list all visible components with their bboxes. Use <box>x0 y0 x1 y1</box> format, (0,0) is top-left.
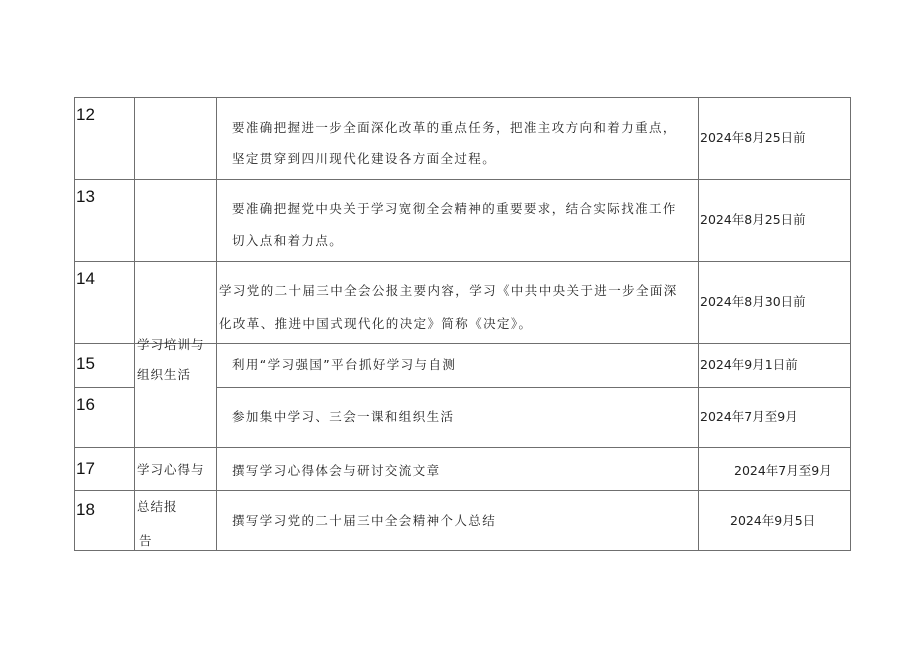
table-border-right <box>850 97 851 551</box>
column-divider <box>698 97 699 551</box>
row-number: 18 <box>76 500 95 519</box>
table-border-top <box>74 97 851 98</box>
category-report-line2: 总结报 <box>137 499 178 514</box>
task-text: 参加集中学习、三会一课和组织生活 <box>232 409 455 424</box>
column-divider <box>134 97 135 551</box>
category-training-line1: 学习培训与 <box>137 337 205 352</box>
row-number: 16 <box>76 395 95 414</box>
row-number: 15 <box>76 354 95 373</box>
row-number: 13 <box>76 187 95 206</box>
task-text: 撰写学习心得体会与研讨交流文章 <box>232 463 441 478</box>
task-text: 要准确把握党中央关于学习宽彻全会精神的重要要求，结合实际找准工作 <box>232 201 677 216</box>
deadline: 2024年8月25日前 <box>700 130 806 145</box>
task-text: 坚定贯穿到四川现代化建设各方面全过程。 <box>232 151 497 166</box>
table-border-left <box>74 97 75 551</box>
deadline: 2024年8月25日前 <box>700 212 806 227</box>
row-divider <box>74 179 851 180</box>
row-number: 17 <box>76 459 95 478</box>
row-number: 14 <box>76 269 95 288</box>
deadline: 2024年9月5日 <box>730 513 816 528</box>
task-text: 撰写学习党的二十届三中全会精神个人总结 <box>232 513 497 528</box>
row-divider <box>74 447 851 448</box>
category-report-line3: 告 <box>139 533 153 548</box>
deadline: 2024年7月至9月 <box>700 409 798 424</box>
row-divider <box>74 261 851 262</box>
task-text: 利用“学习强国”平台抓好学习与自测 <box>232 357 457 372</box>
task-text: 要准确把握进一步全面深化改革的重点任务，把准主攻方向和着力重点， <box>232 120 677 135</box>
column-divider <box>216 97 217 551</box>
deadline: 2024年8月30日前 <box>700 294 806 309</box>
category-training-line2: 组织生活 <box>137 367 192 382</box>
row-divider <box>216 387 851 388</box>
row-divider <box>74 387 134 388</box>
task-text: 化改革、推进中国式现代化的决定》简称《决定》。 <box>219 316 533 331</box>
task-text: 学习党的二十届三中全会公报主要内容，学习《中共中央关于进一步全面深 <box>219 283 678 298</box>
row-number: 12 <box>76 105 95 124</box>
table-border-bottom <box>74 550 851 551</box>
deadline: 2024年7月至9月 <box>734 463 832 478</box>
row-divider <box>74 490 851 491</box>
task-text: 切入点和着力点。 <box>232 233 344 248</box>
category-report-line1: 学习心得与 <box>137 462 205 477</box>
deadline: 2024年9月1日前 <box>700 357 798 372</box>
